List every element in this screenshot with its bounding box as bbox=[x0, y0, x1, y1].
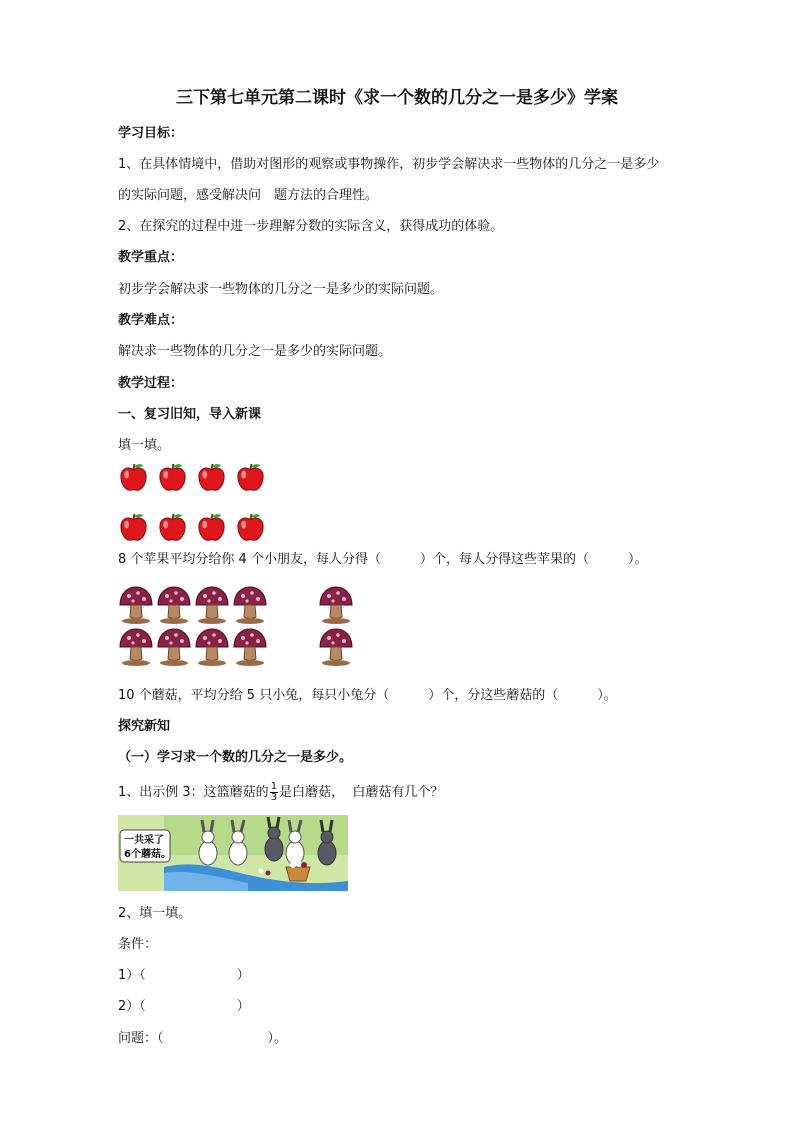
question-blank: 问题：（ ）。 bbox=[118, 1031, 288, 1046]
condition-1-blank: 1）（ ） bbox=[118, 968, 250, 983]
apple-icon bbox=[118, 512, 149, 543]
scene-caption-1: 一共采了 bbox=[124, 835, 164, 846]
fraction-one-third bbox=[270, 782, 278, 803]
condition-2-blank: 2）（ ） bbox=[118, 999, 250, 1014]
mushroom-icon bbox=[156, 627, 192, 667]
process-heading: 教学过程： bbox=[118, 376, 184, 391]
difficult-point-text: 解决求一些物体的几分之一是多少的实际问题。 bbox=[118, 344, 392, 359]
apple-row-2 bbox=[118, 512, 266, 543]
scene-caption-2: 6个蘑菇。 bbox=[124, 849, 171, 860]
section-review-heading: 一、复习旧知，导入新课 bbox=[118, 407, 262, 422]
mushroom-icon bbox=[156, 585, 192, 625]
mushroom-icon bbox=[118, 627, 154, 667]
apple-icon bbox=[196, 512, 227, 543]
fraction-denominator: 3 bbox=[270, 792, 278, 803]
mushroom-icon bbox=[118, 585, 154, 625]
fill-in-label: 填一填。 bbox=[118, 438, 171, 453]
mushroom-question: 10 个蘑菇，平均分给 5 只小兔，每只小兔分（ ）个，分这些蘑菇的（ ）。 bbox=[118, 688, 617, 703]
mushroom-spacer bbox=[270, 627, 318, 669]
key-point-text: 初步学会解决求一些物体的几分之一是多少的实际问题。 bbox=[118, 282, 444, 297]
condition-label: 条件： bbox=[118, 937, 158, 952]
mushroom-icon bbox=[194, 627, 230, 667]
goals-heading: 学习目标： bbox=[118, 126, 184, 141]
mushroom-icon bbox=[194, 585, 230, 625]
goal-1-line-1: 1、在具体情境中，借助对图形的观察或事物操作，初步学会解决求一些物体的几分之一是多少 bbox=[118, 157, 660, 172]
difficult-point-heading: 教学难点： bbox=[118, 313, 184, 328]
example-suffix: 是白蘑菇， 白蘑菇有几个？ bbox=[279, 785, 444, 800]
mushroom-spacer bbox=[270, 585, 318, 627]
apple-icon bbox=[157, 462, 188, 493]
example-prefix: 1、出示例 3：这篮蘑菇的 bbox=[118, 785, 269, 800]
apple-question: 8 个苹果平均分给你 4 个小朋友，每人分得（ ）个，每人分得这些苹果的（ ）。 bbox=[118, 552, 648, 567]
apple-icon bbox=[196, 462, 227, 493]
page-title: 三下第七单元第二课时《求一个数的几分之一是多少》学案 bbox=[176, 88, 618, 108]
fill-in-2: 2、填一填。 bbox=[118, 906, 192, 921]
goal-1-line-2: 的实际问题，感受解决问 题方法的合理性。 bbox=[118, 188, 379, 203]
apple-icon bbox=[235, 512, 266, 543]
section-explore-heading: 探究新知 bbox=[118, 719, 171, 734]
apple-row-1 bbox=[118, 462, 266, 493]
mushroom-icon bbox=[318, 585, 354, 625]
apple-icon bbox=[118, 462, 149, 493]
mushroom-grid bbox=[118, 585, 356, 669]
fraction-numerator: 1 bbox=[270, 781, 278, 792]
mushroom-icon bbox=[232, 627, 268, 667]
mushroom-icon bbox=[232, 585, 268, 625]
example-3-line bbox=[118, 780, 443, 806]
mushroom-icon bbox=[318, 627, 354, 667]
goal-2: 2、在探究的过程中进一步理解分数的实际含义，获得成功的体验。 bbox=[118, 219, 504, 234]
apple-icon bbox=[157, 512, 188, 543]
subsection-heading: （一）学习求一个数的几分之一是多少。 bbox=[118, 750, 353, 765]
key-point-heading: 教学重点： bbox=[118, 250, 184, 265]
apple-icon bbox=[235, 462, 266, 493]
